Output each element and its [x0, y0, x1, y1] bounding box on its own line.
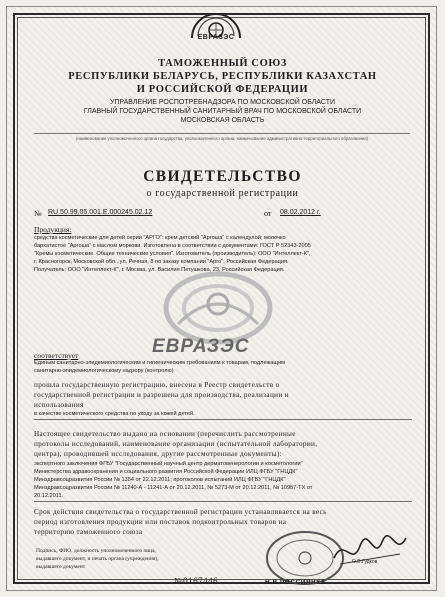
department-line: МОСКОВСКАЯ ОБЛАСТЬ: [180, 117, 265, 124]
signatory-caption: выдавшего документ: [36, 564, 86, 570]
validity-line: период изготовления продукции или поставок подконтрольных товаров на: [34, 518, 287, 526]
validity-line: территорию таможенного союза: [34, 528, 143, 536]
usage-rule: [34, 419, 412, 420]
conforms-label: соответствует: [34, 351, 79, 360]
product-line: "Кремы косметические. Общие технические условия". Изготовитель (производитель): ООО "Интеллект-К",: [34, 251, 311, 257]
basis-detail: Минздравсоцразвития России № 11240-А - 11241-А от 20.12.2011, № 5273-М от 20.12.2011, № 10957-ТХ от: [34, 485, 313, 491]
caption-rule: [34, 133, 410, 134]
serial-number: №0167446: [174, 576, 219, 586]
date-label: от: [264, 209, 272, 218]
registration-line: государственной регистрации и разрешена для производства, реализации и: [34, 391, 289, 399]
document-subtitle: о государственной регистрации: [146, 188, 299, 199]
product-line: средства косметические для детей серии "АРГО": крем детский "Аргоша" с календулой; молочко: [34, 235, 286, 241]
product-line: Получатель: ООО "Интеллект-К", г. Москва, ул. Василия Петушкова, 23, Российская Федерация.: [34, 267, 285, 273]
usage-line: в качестве косметического средства по уходу за кожей детей.: [34, 411, 195, 417]
basis-detail: Министерства здравоохранения и социального развития Российской Федерации ИЛЦ ФГБУ "ГНЦДК": [34, 469, 298, 475]
authority-caption: (наименование уполномоченного органа государства, уполномоченного органа, наименование административно-территориального образования): [75, 136, 369, 141]
department-line: ГЛАВНЫЙ ГОСУДАРСТВЕННЫЙ САНИТАРНЫЙ ВРАЧ ПО МОСКОВСКОЙ ОБЛАСТИ: [83, 108, 362, 115]
department-line: УПРАВЛЕНИЕ РОСПОТРЕБНАДЗОРА ПО МОСКОВСКОЙ ОБЛАСТИ: [109, 99, 336, 106]
basis-rule: [34, 501, 412, 502]
watermark-text: ЕВРАЗЭС: [152, 336, 250, 357]
basis-line: Настоящее свидетельство выдано на основании (перечислить рассмотренные: [34, 430, 296, 438]
emblem-label: ЕВРАЗЭС: [197, 34, 235, 41]
basis-detail: экспертного заключения ФГБУ "Государственный научный центр дерматовенерологии и косметологии": [34, 461, 303, 467]
stamp-text: Н.В.РОССИЯНКА: [265, 579, 326, 586]
number-label: №: [34, 209, 42, 218]
registration-line: использования: [34, 401, 84, 409]
signatory-caption: выдавшего документ, и печать органа (учреждения),: [36, 556, 159, 562]
product-line: бархатистое "Аргоша" с маслом моркови. Изготовлена в соответствии с документами: ГОСТ Р 52343-2005: [34, 243, 311, 249]
basis-line: центра), проводившей исследования, другие рассмотренные документы):: [34, 450, 282, 458]
basis-detail: 20.12.2011.: [34, 493, 64, 499]
conforms-line: Единым санитарно-эпидемиологическим и гигиеническим требованиям к товарам, подлежащим: [34, 360, 285, 366]
republics-heading: РЕСПУБЛИКИ БЕЛАРУСЬ, РЕСПУБЛИКИ КАЗАХСТАН: [68, 71, 377, 82]
document-title: СВИДЕТЕЛЬСТВО: [143, 168, 302, 185]
conforms-line: санитарно-эпидемиологическому надзору (контролю): [34, 368, 174, 374]
federation-heading: И РОССИЙСКОЙ ФЕДЕРАЦИИ: [136, 84, 309, 95]
validity-line: Срок действия свидетельства о государственной регистрации устанавливается на весь: [34, 508, 327, 516]
registration-line: прошла государственную регистрацию, внесена в Реестр свидетельств о: [34, 381, 280, 389]
signature-icon: [330, 528, 410, 572]
product-line: г. Красногорск, Московской обл., ул. Речная, 8 по заказу компании "Арго", Российская Федерация.: [34, 259, 289, 265]
certificate-number: RU.50.99.05.001.Е.000245.02.12: [48, 209, 153, 216]
signatory-caption: Подпись, ФИО, должность уполномоченного лица,: [36, 548, 156, 554]
signatory-name: О.В.Гудков: [352, 559, 378, 565]
basis-line: протоколы исследований, наименование организации (испытательной лаборатории,: [34, 440, 318, 448]
eurasec-emblem-icon: [188, 8, 244, 54]
union-heading: ТАМОЖЕННЫЙ СОЮЗ: [158, 58, 287, 69]
certificate-date: 08.02.2012 г.: [280, 209, 321, 216]
basis-detail: Минздравсоцразвития России № 1354 от 22.12.2011; протоколов испытаний ИЛЦ ФГБУ "ГНЦДК": [34, 477, 286, 483]
product-label: Продукция:: [34, 225, 72, 234]
